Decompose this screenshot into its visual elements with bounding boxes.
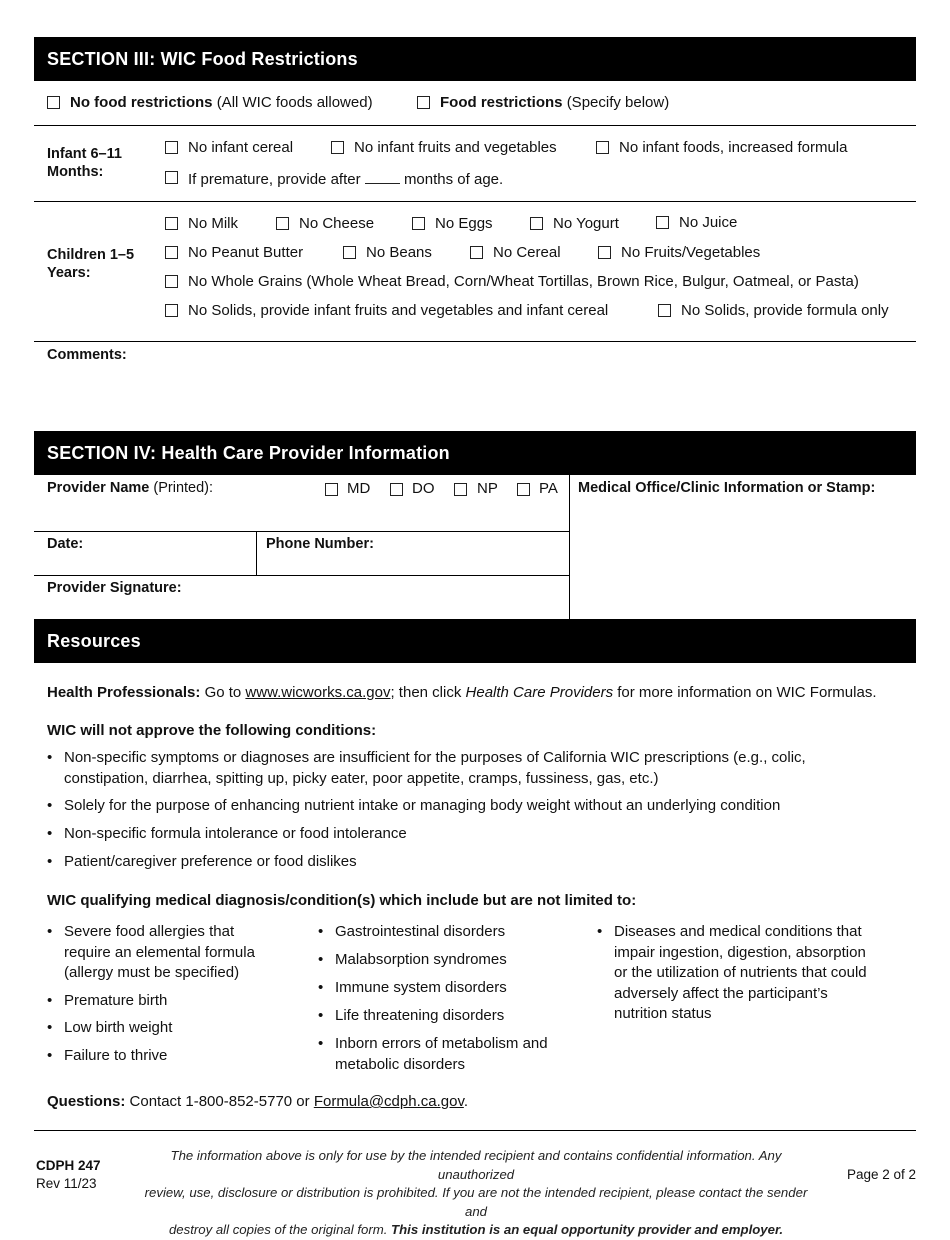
do-label: DO xyxy=(412,480,435,497)
pa-label: PA xyxy=(539,480,558,497)
date-field[interactable] xyxy=(100,534,250,572)
not-approve-heading: WIC will not approve the following conditions: xyxy=(47,722,377,739)
resources-title: Resources xyxy=(47,630,141,651)
no-fruits-vegetables-label: No Fruits/Vegetables xyxy=(621,244,761,261)
footer-divider xyxy=(34,1130,916,1131)
no-juice-label: No Juice xyxy=(679,214,738,231)
list-item: • Life threatening disorders xyxy=(318,1007,505,1024)
no-juice-checkbox[interactable] xyxy=(656,216,669,229)
phone-number-label: Phone Number: xyxy=(266,536,374,552)
no-milk-label: No Milk xyxy=(188,215,239,232)
clinic-info-label: Medical Office/Clinic Information or Stamp: xyxy=(578,480,876,496)
infant-row-label: Infant 6–11 Months: xyxy=(47,146,122,180)
no-cheese-checkbox[interactable] xyxy=(276,217,289,230)
no-eggs-checkbox[interactable] xyxy=(412,217,425,230)
no-solids-infant-foods-label: No Solids, provide infant fruits and vegetables and infant cereal xyxy=(188,302,609,319)
no-peanut-butter-label: No Peanut Butter xyxy=(188,244,304,261)
divider xyxy=(34,341,916,342)
no-beans-label: No Beans xyxy=(366,244,432,261)
no-peanut-butter-checkbox[interactable] xyxy=(165,246,178,259)
date-label: Date: xyxy=(47,536,84,552)
list-item: • Diseases and medical conditions that impair ingestion, digestion, absorption or the utilization of nutrients that could adversely affect the participant’s nutrition status xyxy=(597,923,867,1022)
pa-checkbox[interactable] xyxy=(517,483,530,496)
do-checkbox[interactable] xyxy=(390,483,403,496)
section-4-header xyxy=(34,431,916,475)
no-infant-cereal-label: No infant cereal xyxy=(188,139,294,156)
no-infant-cereal-checkbox[interactable] xyxy=(165,141,178,154)
list-item: • Inborn errors of metabolism and metabolic disorders xyxy=(318,1035,548,1073)
no-food-restrictions-checkbox[interactable] xyxy=(47,96,60,109)
no-infant-fruits-veg-label: No infant fruits and vegetables xyxy=(354,139,557,156)
divider xyxy=(34,201,916,202)
np-label: NP xyxy=(477,480,498,497)
list-item: • Failure to thrive xyxy=(47,1047,168,1064)
clinic-stamp-field[interactable] xyxy=(578,500,908,615)
no-solids-formula-checkbox[interactable] xyxy=(658,304,671,317)
provider-name-label: Provider Name (Printed): xyxy=(47,480,214,496)
list-item: • Non-specific formula intolerance or food intolerance xyxy=(47,825,407,842)
no-infant-foods-checkbox[interactable] xyxy=(596,141,609,154)
form-revision: Rev 11/23 xyxy=(36,1176,97,1191)
comments-label: Comments: xyxy=(47,347,127,363)
provider-signature-field[interactable] xyxy=(200,578,565,616)
no-fruits-vegetables-checkbox[interactable] xyxy=(598,246,611,259)
md-checkbox[interactable] xyxy=(325,483,338,496)
page-number: Page 2 of 2 xyxy=(846,1167,916,1182)
no-cereal-label: No Cereal xyxy=(493,244,561,261)
resources-header xyxy=(34,619,916,663)
list-item: • Patient/caregiver preference or food dislikes xyxy=(47,853,357,870)
premature-months-field[interactable] xyxy=(365,169,400,184)
form-id-block xyxy=(36,1157,101,1193)
health-professionals-line: Health Professionals: Go to www.wicworks.ca.gov; then click Health Care Providers for more information on WIC Formulas. xyxy=(47,684,877,701)
no-solids-formula-label: No Solids, provide formula only xyxy=(681,302,889,319)
formula-email-link[interactable]: Formula@cdph.ca.gov xyxy=(313,1093,464,1110)
qualifying-heading: WIC qualifying medical diagnosis/condition(s) which include but are not limited to: xyxy=(47,892,637,909)
list-item: • Low birth weight xyxy=(47,1019,173,1036)
no-infant-foods-label: No infant foods, increased formula xyxy=(619,139,848,156)
no-yogurt-label: No Yogurt xyxy=(553,215,619,232)
md-label: MD xyxy=(347,480,371,497)
list-item: • Solely for the purpose of enhancing nutrient intake or managing body weight without an underlying condition xyxy=(47,797,781,814)
section-4-title: SECTION IV: Health Care Provider Information xyxy=(47,442,450,463)
premature-label: If premature, provide after months of age. xyxy=(188,171,504,188)
divider xyxy=(256,531,257,575)
no-yogurt-checkbox[interactable] xyxy=(530,217,543,230)
divider xyxy=(569,475,570,619)
provider-signature-label: Provider Signature: xyxy=(47,580,182,596)
divider xyxy=(34,125,916,126)
provider-name-field[interactable] xyxy=(47,499,317,527)
list-item: • Gastrointestinal disorders xyxy=(318,923,506,940)
no-whole-grains-checkbox[interactable] xyxy=(165,275,178,288)
no-eggs-label: No Eggs xyxy=(435,215,493,232)
food-restrictions-label: Food restrictions (Specify below) xyxy=(440,94,670,111)
section-3-header xyxy=(34,37,916,81)
no-milk-checkbox[interactable] xyxy=(165,217,178,230)
phone-number-field[interactable] xyxy=(390,534,565,572)
comments-field[interactable] xyxy=(160,346,910,421)
no-beans-checkbox[interactable] xyxy=(343,246,356,259)
no-infant-fruits-veg-checkbox[interactable] xyxy=(331,141,344,154)
form-id: CDPH 247 xyxy=(36,1158,101,1173)
no-solids-infant-foods-checkbox[interactable] xyxy=(165,304,178,317)
list-item: • Immune system disorders xyxy=(318,979,507,996)
food-restrictions-checkbox[interactable] xyxy=(417,96,430,109)
section-3-title: SECTION III: WIC Food Restrictions xyxy=(47,48,358,69)
list-item: • Non-specific symptoms or diagnoses are insufficient for the purposes of California WIC prescriptions (e.g., colic, constipation, diarrhea, spitting up, picky eater, poor appetite, cramps, fussiness, gas, etc.) xyxy=(47,749,806,787)
divider xyxy=(34,531,569,532)
premature-checkbox[interactable] xyxy=(165,171,178,184)
wicworks-link[interactable]: www.wicworks.ca.gov xyxy=(245,684,391,701)
confidentiality-notice: The information above is only for use by the intended recipient and contains confidential information. Any unauthorized review, use, disclosure or distribution is prohibited. If you are not the intended recipient, please contact the sender and destroy all copies of the original form. This institution is an equal opportunity provider and employer. xyxy=(144,1148,808,1237)
list-item: • Severe food allergies that require an elemental formula (allergy must be specified) xyxy=(47,923,255,981)
list-item: • Premature birth xyxy=(47,992,168,1009)
list-item: • Malabsorption syndromes xyxy=(318,951,507,968)
questions-line: Questions: Contact 1-800-852-5770 or Formula@cdph.ca.gov. xyxy=(47,1093,468,1110)
divider xyxy=(34,575,569,576)
no-whole-grains-label: No Whole Grains (Whole Wheat Bread, Corn/Wheat Tortillas, Brown Rice, Bulgur, Oatmeal, or Pasta) xyxy=(188,273,859,290)
no-food-restrictions-label: No food restrictions (All WIC foods allowed) xyxy=(70,94,373,111)
no-cereal-checkbox[interactable] xyxy=(470,246,483,259)
children-row-label: Children 1–5 Years: xyxy=(47,247,135,281)
np-checkbox[interactable] xyxy=(454,483,467,496)
no-cheese-label: No Cheese xyxy=(299,215,375,232)
